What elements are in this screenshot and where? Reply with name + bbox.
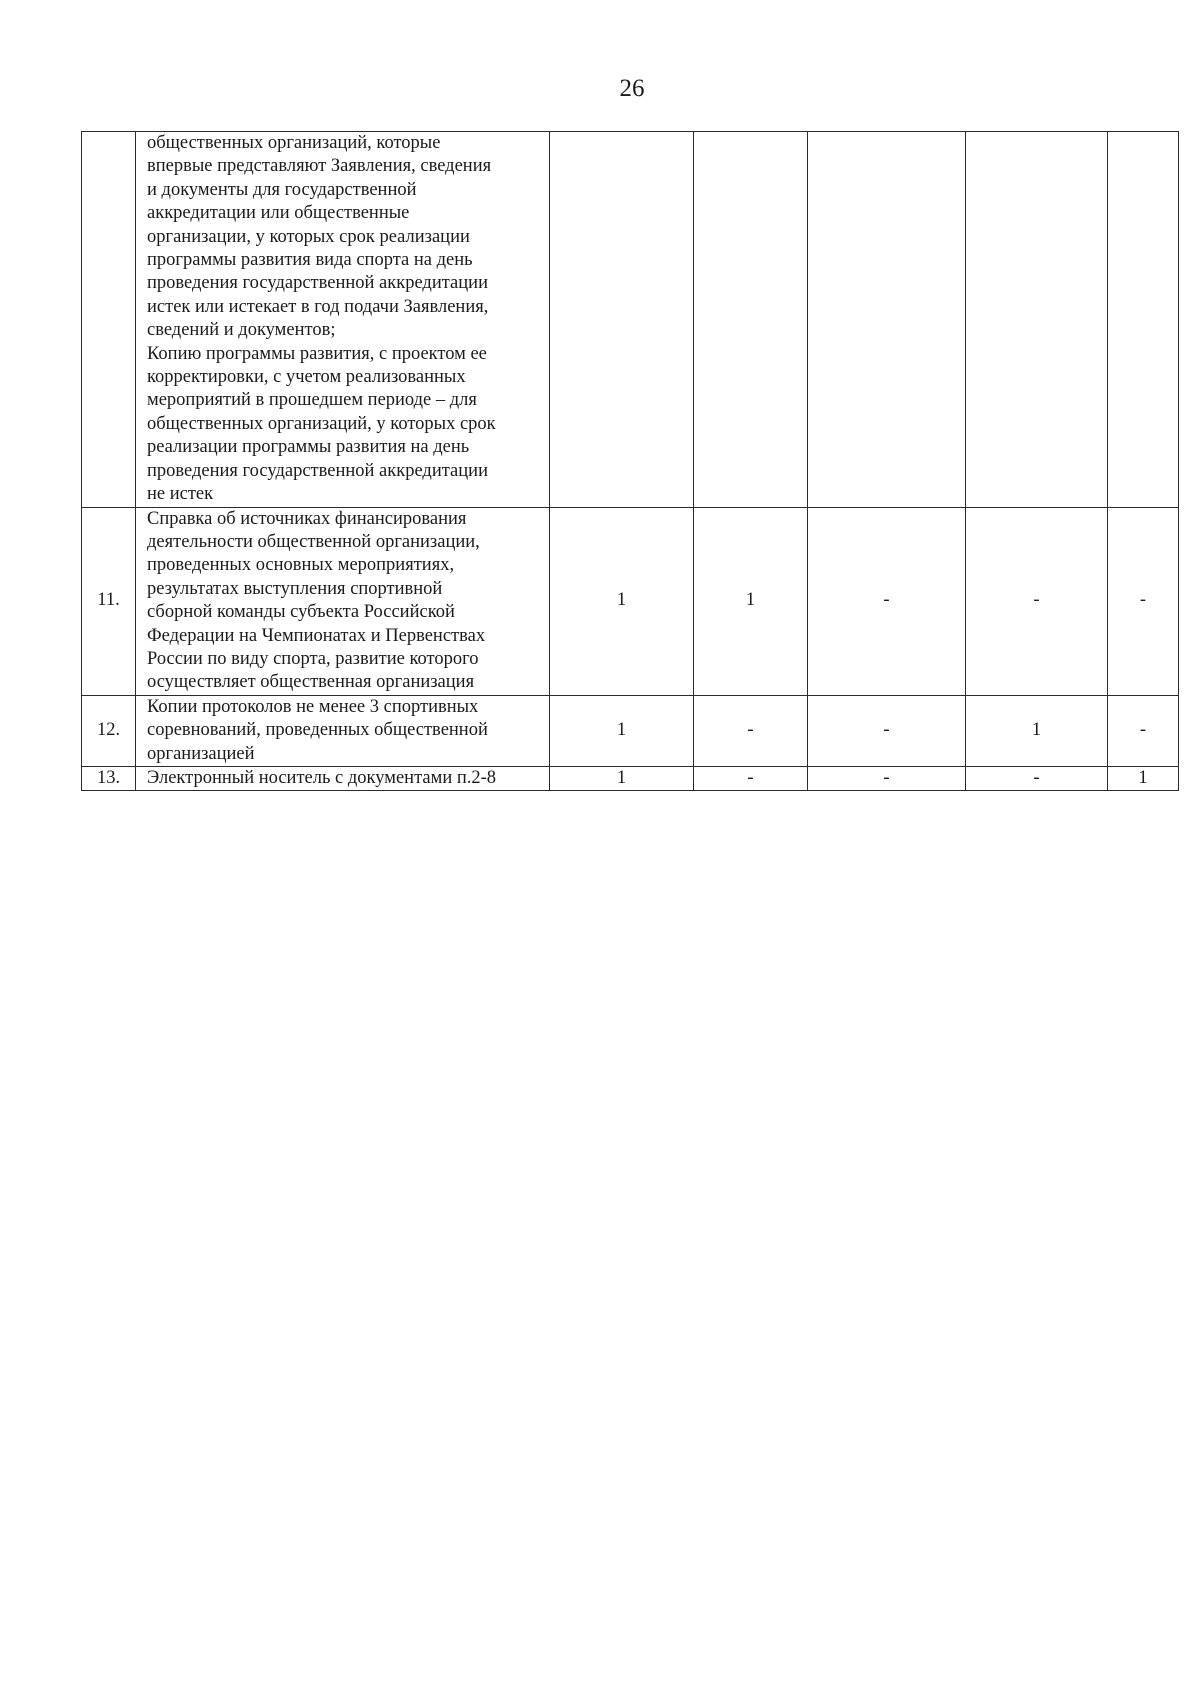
value-cell-5: -	[1108, 507, 1179, 695]
table-row	[82, 766, 1179, 790]
page-number: 26	[619, 75, 645, 102]
row-number-cell: 12.	[82, 695, 136, 766]
value-cell-1: 1	[550, 507, 694, 695]
value-cell-5: 1	[1108, 766, 1179, 790]
value-cell-2: -	[694, 695, 808, 766]
table-row	[82, 132, 1179, 508]
value-cell-3: -	[808, 695, 966, 766]
value-cell-1: 1	[550, 695, 694, 766]
value-cell-4	[966, 132, 1108, 508]
document-name-cell: Копии протоколов не менее 3 спортивных соревнований, проведенных общественной организацией	[136, 695, 550, 766]
value-cell-5	[1108, 132, 1179, 508]
value-cell-2: -	[694, 766, 808, 790]
documents-table	[81, 131, 1179, 791]
document-name-cell: общественных организаций, которые впервые представляют Заявления, сведения и документы для государственной аккредитации или общественные организации, у которых срок реализации программы развития вида спорта на день проведения государственной аккредитации истек или истекает в год подачи Заявления, сведений и документов; Копию программы развития, с проектом ее корректировки, с учетом реализованных мероприятий в прошедшем периоде – для общественных организаций, у которых срок реализации программы развития на день проведения государственной аккредитации не истек	[136, 132, 550, 508]
row-number-cell: 13.	[82, 766, 136, 790]
table-row	[82, 695, 1179, 766]
value-cell-4: -	[966, 507, 1108, 695]
row-number-cell	[82, 132, 136, 508]
row-number-cell: 11.	[82, 507, 136, 695]
value-cell-3	[808, 132, 966, 508]
value-cell-1: 1	[550, 766, 694, 790]
value-cell-3: -	[808, 766, 966, 790]
value-cell-4: 1	[966, 695, 1108, 766]
document-name-cell: Электронный носитель с документами п.2-8	[136, 766, 550, 790]
value-cell-5: -	[1108, 695, 1179, 766]
value-cell-1	[550, 132, 694, 508]
value-cell-2: 1	[694, 507, 808, 695]
value-cell-4: -	[966, 766, 1108, 790]
value-cell-2	[694, 132, 808, 508]
value-cell-3: -	[808, 507, 966, 695]
document-name-cell: Справка об источниках финансирования деятельности общественной организации, проведенных основных мероприятиях, результатах выступления спортивной сборной команды субъекта Российской Федерации на Чемпионатах и Первенствах России по виду спорта, развитие которого осуществляет общественная организация	[136, 507, 550, 695]
table-row	[82, 507, 1179, 695]
